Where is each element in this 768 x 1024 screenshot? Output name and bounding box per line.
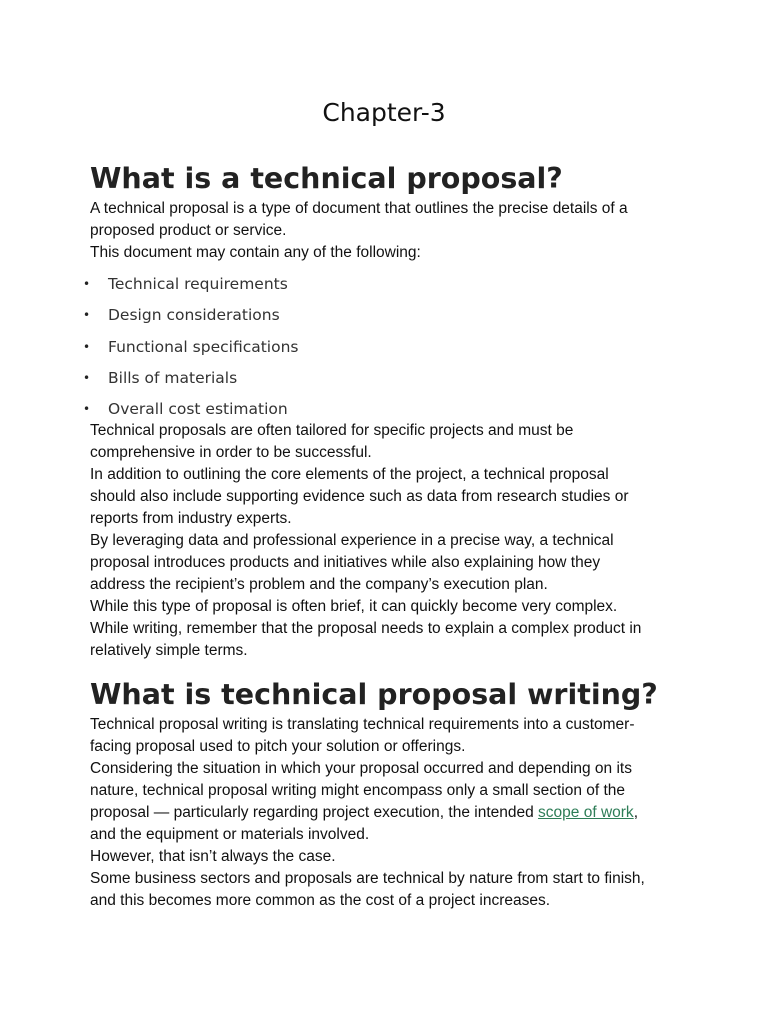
text-line: address the recipient’s problem and the company’s execution plan. [90, 576, 548, 593]
section-heading: What is technical proposal writing? [90, 678, 658, 711]
bullet-list-container [90, 273, 690, 429]
text-line: should also include supporting evidence such as data from research studies or [90, 488, 629, 505]
list-item: • Overall cost estimation [83, 398, 683, 429]
text-line: This document may contain any of the following: [90, 244, 421, 261]
chapter-title: Chapter-3 [322, 98, 446, 127]
text-line: reports from industry experts. [90, 510, 292, 527]
text-line: facing proposal used to pitch your solution or offerings. [90, 738, 466, 755]
text-line: By leveraging data and professional experience in a precise way, a technical [90, 532, 614, 549]
list-item: • Design considerations [83, 304, 683, 335]
section-heading: What is a technical proposal? [90, 162, 563, 195]
list-item: • Functional specifications [83, 336, 683, 367]
text-line: A technical proposal is a type of document that outlines the precise details of a [90, 200, 628, 217]
intro-paragraph [90, 198, 690, 264]
text-segment: proposal — particularly regarding project execution, the intended [90, 804, 539, 821]
text-line: proposal introduces products and initiatives while also explaining how they [90, 554, 601, 571]
text-line: and the equipment or materials involved. [90, 826, 370, 843]
text-line: Some business sectors and proposals are technical by nature from start to finish, [90, 870, 645, 887]
text-line-with-link [90, 802, 690, 824]
list-item: • Bills of materials [83, 367, 683, 398]
body-paragraph [90, 420, 690, 662]
writing-paragraph [90, 714, 690, 912]
text-line: nature, technical proposal writing might encompass only a small section of the [90, 782, 626, 799]
section-what-is-technical-proposal [90, 161, 690, 264]
bullet-list [83, 273, 683, 429]
text-line: Technical proposals are often tailored for specific projects and must be [90, 422, 574, 439]
text-line: proposed product or service. [90, 222, 287, 239]
text-line: However, that isn’t always the case. [90, 848, 336, 865]
text-line: While this type of proposal is often brief, it can quickly become very complex. [90, 598, 618, 615]
list-item: • Technical requirements [83, 273, 683, 304]
text-segment: , [633, 804, 638, 821]
scope-of-work-link[interactable]: scope of work [538, 804, 634, 821]
text-line: Technical proposal writing is translating technical requirements into a customer- [90, 716, 635, 733]
section-technical-proposal-writing [90, 677, 690, 912]
text-line: and this becomes more common as the cost of a project increases. [90, 892, 551, 909]
text-line: Considering the situation in which your proposal occurred and depending on its [90, 760, 632, 777]
text-line: In addition to outlining the core elements of the project, a technical proposal [90, 466, 609, 483]
text-line: While writing, remember that the proposal needs to explain a complex product in [90, 620, 642, 637]
text-line: comprehensive in order to be successful. [90, 444, 372, 461]
text-line: relatively simple terms. [90, 642, 248, 659]
